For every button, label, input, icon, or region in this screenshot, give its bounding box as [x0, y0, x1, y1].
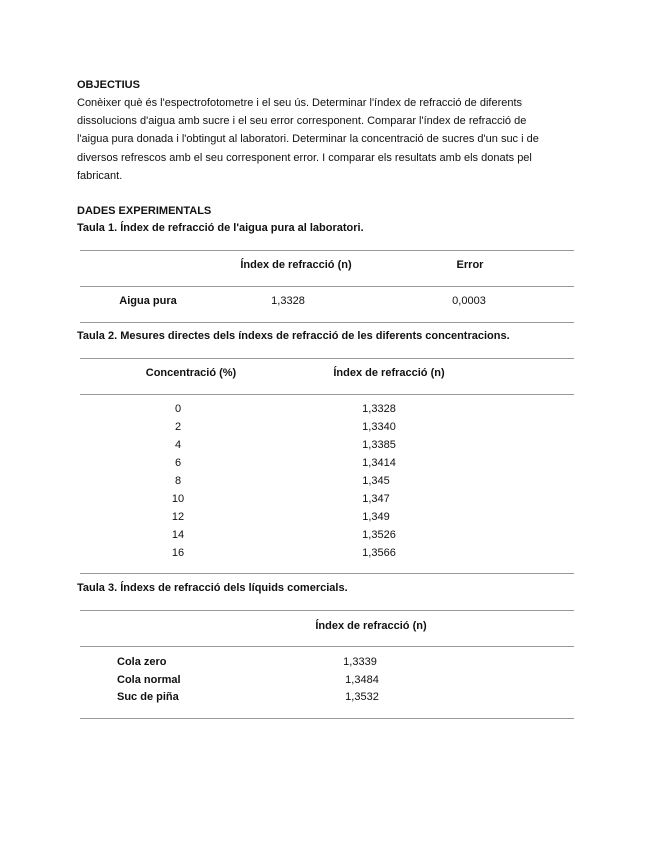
table2-cell-index: 1,3385: [362, 439, 396, 451]
table3-row-label: Suc de piña: [117, 691, 179, 703]
table2-cell-index: 1,3526: [362, 529, 396, 541]
objectives-line: diversos refrescos amb el seu corresponent error. I comparar els resultats amb els donats pel: [77, 151, 532, 164]
table2-cell-concentration: 10: [171, 493, 185, 505]
table1-caption: Taula 1. Índex de refracció de l'aigua pura al laboratori.: [77, 222, 364, 234]
table3-row-index: 1,3532: [345, 691, 379, 703]
table3-header-index: Índex de refracció (n): [315, 620, 427, 632]
table2-cell-concentration: 0: [174, 403, 182, 415]
table2-cell-concentration: 4: [174, 439, 182, 451]
table2-cell-concentration: 14: [171, 529, 185, 541]
objectives-line: dissolucions d'aigua amb sucre i el seu error corresponent. Comparar l'índex de refracció de: [77, 115, 527, 128]
objectives-heading: OBJECTIUS: [77, 79, 140, 91]
table2-top-rule: [80, 358, 574, 359]
table2-header-rule: [80, 394, 574, 395]
table3-bottom-rule: [80, 718, 574, 719]
table2-caption: Taula 2. Mesures directes dels índexs de refracció de les diferents concentracions.: [77, 330, 510, 342]
table2-cell-concentration: 2: [174, 421, 182, 433]
table2-cell-index: 1,3566: [362, 547, 396, 559]
experimental-heading: DADES EXPERIMENTALS: [77, 205, 212, 217]
table1-top-rule: [80, 250, 574, 251]
table1-row-label: Aigua pura: [119, 295, 177, 307]
table2-cell-concentration: 12: [171, 511, 185, 523]
table2-cell-index: 1,345: [362, 475, 390, 487]
table2-cell-index: 1,347: [362, 493, 390, 505]
table2-bottom-rule: [80, 573, 574, 574]
table2-cell-index: 1,3340: [362, 421, 396, 433]
table1-row-error: 0,0003: [452, 295, 486, 307]
table2-cell-index: 1,3328: [362, 403, 396, 415]
table3-row-label: Cola zero: [117, 656, 167, 668]
table3-row-index: 1,3339: [343, 656, 377, 668]
table1-row-index: 1,3328: [271, 295, 305, 307]
table3-row-index: 1,3484: [345, 674, 379, 686]
table2-header-index: Índex de refracció (n): [333, 367, 445, 379]
table2-cell-index: 1,349: [362, 511, 390, 523]
table2-header-concentration: Concentració (%): [145, 367, 237, 379]
objectives-paragraph: [77, 94, 577, 185]
table2-cell-concentration: 16: [171, 547, 185, 559]
table1-header-rule: [80, 286, 574, 287]
table1-header-error: Error: [456, 259, 484, 271]
objectives-line: Conèixer què és l'espectrofotometre i el seu ús. Determinar l'índex de refracció de diferents: [77, 97, 523, 109]
table3-row-label: Cola normal: [117, 674, 181, 686]
table3-caption: Taula 3. Índexs de refracció dels líquids comercials.: [77, 582, 348, 594]
objectives-line: fabricant.: [77, 169, 123, 182]
table3-top-rule: [80, 610, 574, 611]
table2-cell-concentration: 6: [174, 457, 182, 469]
table3-header-rule: [80, 646, 574, 647]
objectives-line: l'aigua pura donada i l'obtingut al laboratori. Determinar la concentració de sucres d'un suc i de: [77, 133, 539, 146]
table1-bottom-rule: [80, 322, 574, 323]
table1-header-index: Índex de refracció (n): [240, 259, 352, 271]
table2-cell-concentration: 8: [174, 475, 182, 487]
table2-cell-index: 1,3414: [362, 457, 396, 469]
